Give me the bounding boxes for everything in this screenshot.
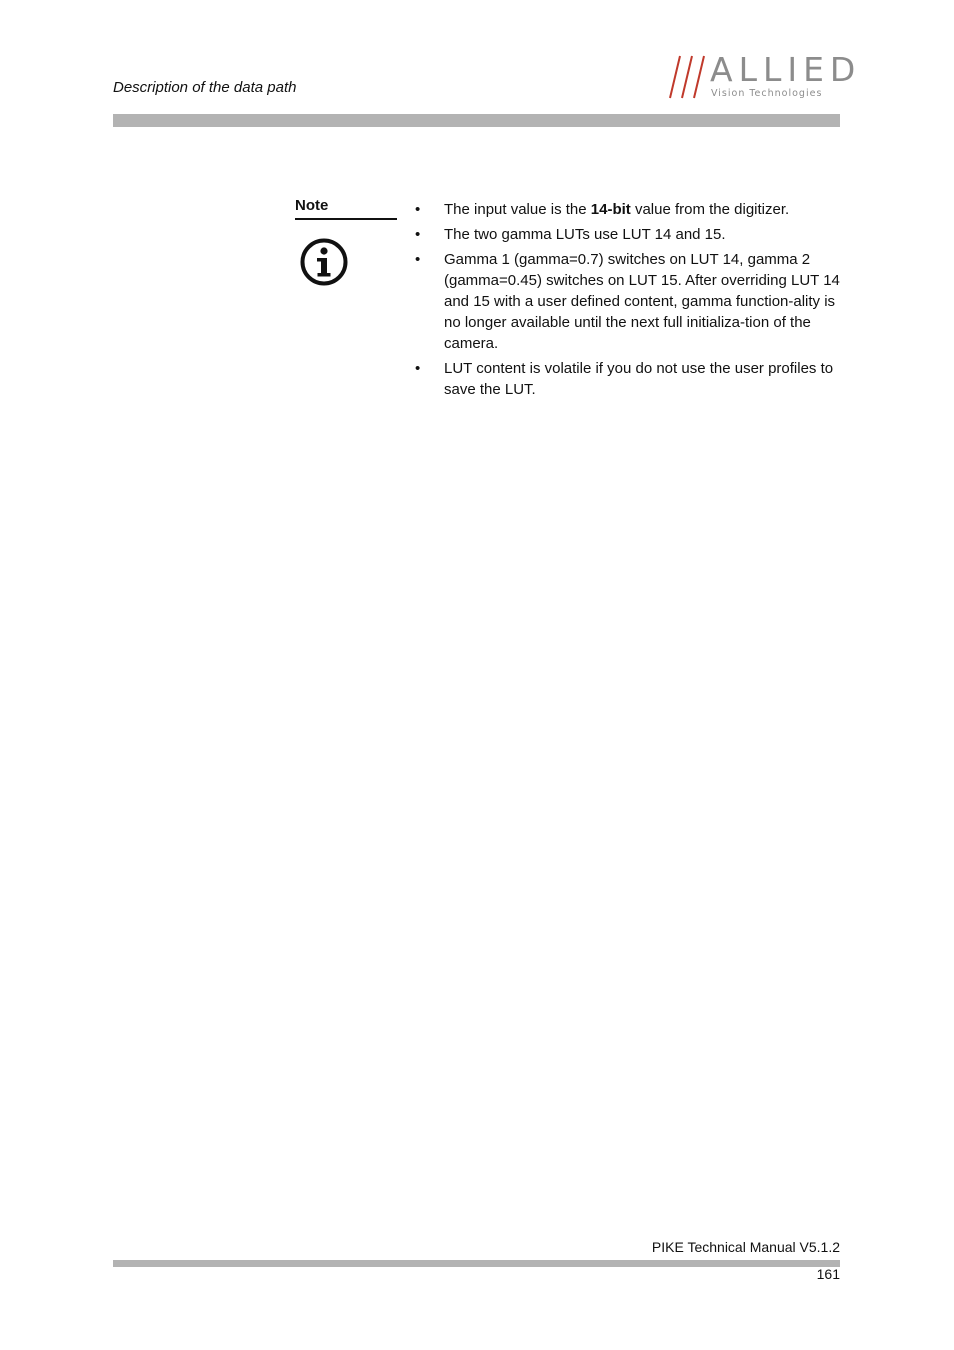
section-title: Description of the data path [113,79,297,96]
company-logo [668,50,862,100]
bullet-text: The two gamma LUTs use LUT 14 and 15. [444,226,726,243]
bullet-text: The input value is the [444,201,591,218]
note-bullet-item [415,224,840,245]
bullet-bold-text: 14-bit [590,201,631,218]
bullet-dot-icon: • [415,360,421,377]
bullet-text: Gamma 1 (gamma=0.7) switches on LUT 14, gamma 2 (gamma=0.45) switches on LUT 15. After overriding LUT 14 and 15 with a user defined content, gamma function-ality is no longer available until the next full initializa-tion of the camera. [444,251,840,352]
logo-word: ALLIED [710,50,862,89]
manual-title: PIKE Technical Manual V5.1.2 [651,1239,840,1255]
note-label: Note [295,197,397,220]
bullet-dot-icon: • [415,251,421,268]
info-icon [300,238,348,286]
bullet-text-tail: value from the digitizer. [630,201,790,218]
note-bullet-item [415,249,840,354]
bullet-text: LUT content is volatile if you do not use the user profiles to save the LUT. [444,360,834,398]
footer-divider-bar [113,1260,840,1267]
page-number: 161 [816,1266,840,1282]
note-bullet-list [415,199,840,404]
logo-subtitle: Vision Technologies [711,88,823,99]
note-bullet-item [415,199,840,220]
logo-slashes-icon [668,54,712,100]
bullet-dot-icon: • [415,201,421,218]
bullet-dot-icon: • [415,226,421,243]
note-bullet-item [415,358,840,400]
header-divider-bar [113,114,840,127]
